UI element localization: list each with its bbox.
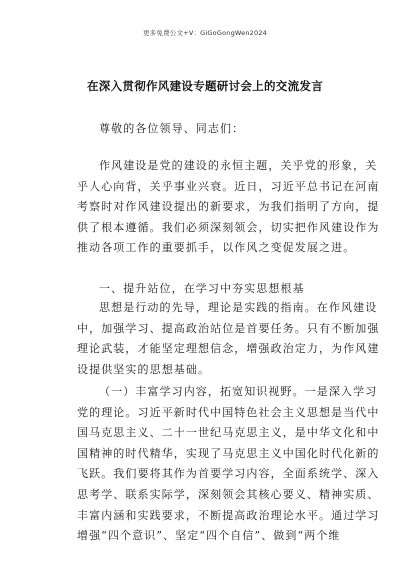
- paragraph-line: 乎人心向背，关乎事业兴衰。近日，习近平总书记在河南: [77, 179, 380, 193]
- document-title: 在深入贯彻作风建设专题研讨会上的交流发言: [87, 79, 323, 93]
- paragraph-line: 飞跃。我们要将其作为首要学习内容，全面系统学、深入: [77, 467, 380, 481]
- paragraph-line: 思想是行动的先导，理论是实践的指南。在作风建设: [99, 301, 378, 314]
- paragraph-line: 思考学、联系实际学，深刻领会其核心要义、精神实质、: [77, 487, 380, 501]
- paragraph-3: [77, 382, 380, 547]
- paragraph-2: [77, 298, 380, 380]
- paragraph-line: 理论武装，才能坚定理想信念，增强政治定力，为作风建: [77, 342, 380, 356]
- paragraph-line: 增强“四个意识”、坚定“四个自信”、做到“两个维: [77, 529, 341, 543]
- paragraph-line: 党的理论。习近平新时代中国特色社会主义思想是当代中: [77, 405, 380, 419]
- paragraph-line: 供了根本遵循。我们必须深刻领会，切实把作风建设作为: [77, 220, 380, 234]
- paragraph-line: （一）丰富学习内容，拓宽知识视野。一是深入学习: [99, 385, 378, 398]
- section-1-heading-block: [77, 279, 337, 300]
- section-heading: 一、提升站位，在学习中夯实思想根基: [99, 282, 305, 295]
- paragraph-line: 国马克思主义、二十一世纪马克思主义，是中华文化和中: [77, 426, 380, 440]
- greeting: [77, 119, 337, 140]
- paragraph-line: 丰富内涵和实践要求，不断提高政治理论水平。通过学习: [77, 508, 380, 522]
- paragraph-line: 推动各项工作的重要抓手，以作风之变促发展之进。: [77, 241, 356, 255]
- header-note: 更多免费公文+V：GiGoGongWen2024: [142, 29, 267, 37]
- paragraph-line: 设提供坚实的思想基础。: [77, 362, 211, 376]
- paragraph-line: 中，加强学习、提高政治站位是首要任务。只有不断加强: [77, 321, 380, 335]
- paragraph-1: [77, 156, 380, 259]
- greeting-line: 尊敬的各位领导、同志们：: [99, 122, 245, 135]
- paragraph-line: 国精神的时代精华，实现了马克思主义中国化时代化新的: [77, 446, 380, 460]
- paragraph-line: 作风建设是党的建设的永恒主题，关乎党的形象，关: [99, 159, 378, 172]
- paragraph-line: 考察时对作风建设提出的新要求，为我们指明了方向，提: [77, 200, 380, 214]
